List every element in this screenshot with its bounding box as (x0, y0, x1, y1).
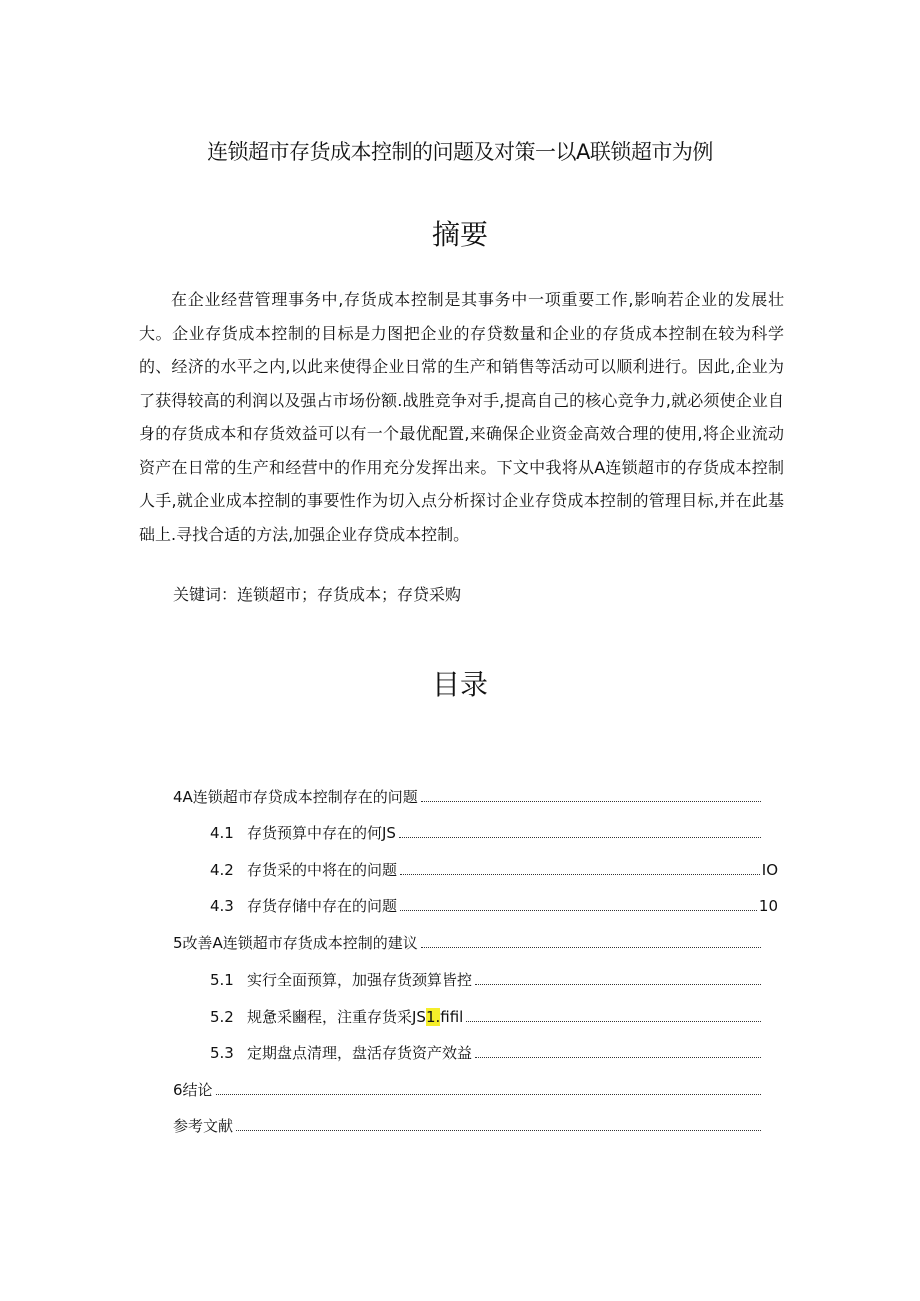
toc-entry-label: 参考文献 (173, 1117, 234, 1135)
keywords-line: 关键词：连锁超市；存货成本；存贷采购 (173, 585, 462, 604)
toc-entry-label: 存货预算中存在的何JS (247, 824, 396, 842)
toc-entry-number: 5.2 (210, 1008, 234, 1026)
toc-leader-dots (421, 801, 761, 802)
toc-entry[interactable] (173, 778, 763, 808)
highlighted-text: 1. (425, 1008, 441, 1026)
toc-entry[interactable] (173, 1071, 763, 1101)
toc-entry[interactable] (173, 924, 763, 954)
toc-entry[interactable] (210, 1034, 763, 1064)
toc-leader-dots (475, 1057, 761, 1058)
toc-entry-number: 4.3 (210, 897, 234, 915)
toc-entry-label: 5改善A连锁超市存货成本控制的建议 (173, 934, 418, 952)
toc-leader-dots (236, 1130, 761, 1131)
toc-leader-dots (216, 1094, 761, 1095)
toc-entry-number: 4.2 (210, 861, 234, 879)
abstract-heading: 摘要 (431, 218, 488, 251)
toc-entry[interactable] (210, 814, 763, 844)
toc-entry[interactable] (210, 961, 763, 991)
toc-label-suffix: fifil (440, 1008, 464, 1026)
abstract-paragraph: 在企业经营管理事务中,存货成本控制是其事务中一项重要工作,影响若企业的发展壮大。企业存货成本控制的目标是力图把企业的存贷数量和企业的存货成本控制在较为科学的、经济的水平之内,以此来使得企业日常的生产和销售等活动可以顺利进行。因此,企业为了获得较高的利润以及强占市场份额.战胜竞争对手,提高自己的核心竞争力,就必须使企业自身的存货成本和存货效益可以有一个最优配置,来确保企业资金高效合理的使用,将企业流动资产在日常的生产和经营中的作用充分发挥出来。下文中我将从A连锁超市的存货成本控制人手,就企业成本控制的事要性作为切入点分析探讨企业存贷成本控制的管理目标,并在此基础上.寻找合适的方法,加强企业存贷成本控制。 (139, 290, 784, 544)
toc-entry-label: 存货采的中将在的问题 (247, 861, 398, 879)
toc-entry-number: 4.1 (210, 824, 234, 842)
toc-entry-page: 10 (758, 897, 778, 915)
toc-leader-dots (466, 1021, 761, 1022)
toc-label-prefix: 规惫采豳程，注重存货采JS (247, 1008, 426, 1026)
toc-entry-page: IO (761, 861, 778, 879)
toc-entry[interactable] (173, 1107, 763, 1137)
toc-entry-label: 存货存储中存在的问题 (247, 897, 398, 915)
toc-entry[interactable] (210, 998, 763, 1028)
toc-leader-dots (475, 984, 761, 985)
toc-entry-number: 5.1 (210, 971, 234, 989)
toc-leader-dots (399, 837, 761, 838)
toc-entry[interactable] (210, 851, 778, 881)
document-title: 连锁超市存货成本控制的问题及对策一以A联锁超市为例 (207, 140, 713, 164)
toc-entry-label: 4A连锁超市存贷成本控制存在的问题 (173, 788, 418, 806)
toc-leader-dots (400, 874, 760, 875)
toc-entry-label (247, 1006, 463, 1028)
toc-entry-label: 实行全面预算，加强存货颈算皆控 (247, 971, 473, 989)
toc-leader-dots (400, 910, 757, 911)
toc-entry-label: 定期盘点清理，盘活存货资产效益 (247, 1044, 473, 1062)
toc-entry-label: 6结论 (173, 1081, 213, 1099)
toc-leader-dots (421, 947, 761, 948)
toc-entry-number: 5.3 (210, 1044, 234, 1062)
abstract-body (139, 283, 784, 551)
toc-heading: 目录 (431, 668, 488, 701)
toc-entry[interactable] (210, 887, 778, 917)
